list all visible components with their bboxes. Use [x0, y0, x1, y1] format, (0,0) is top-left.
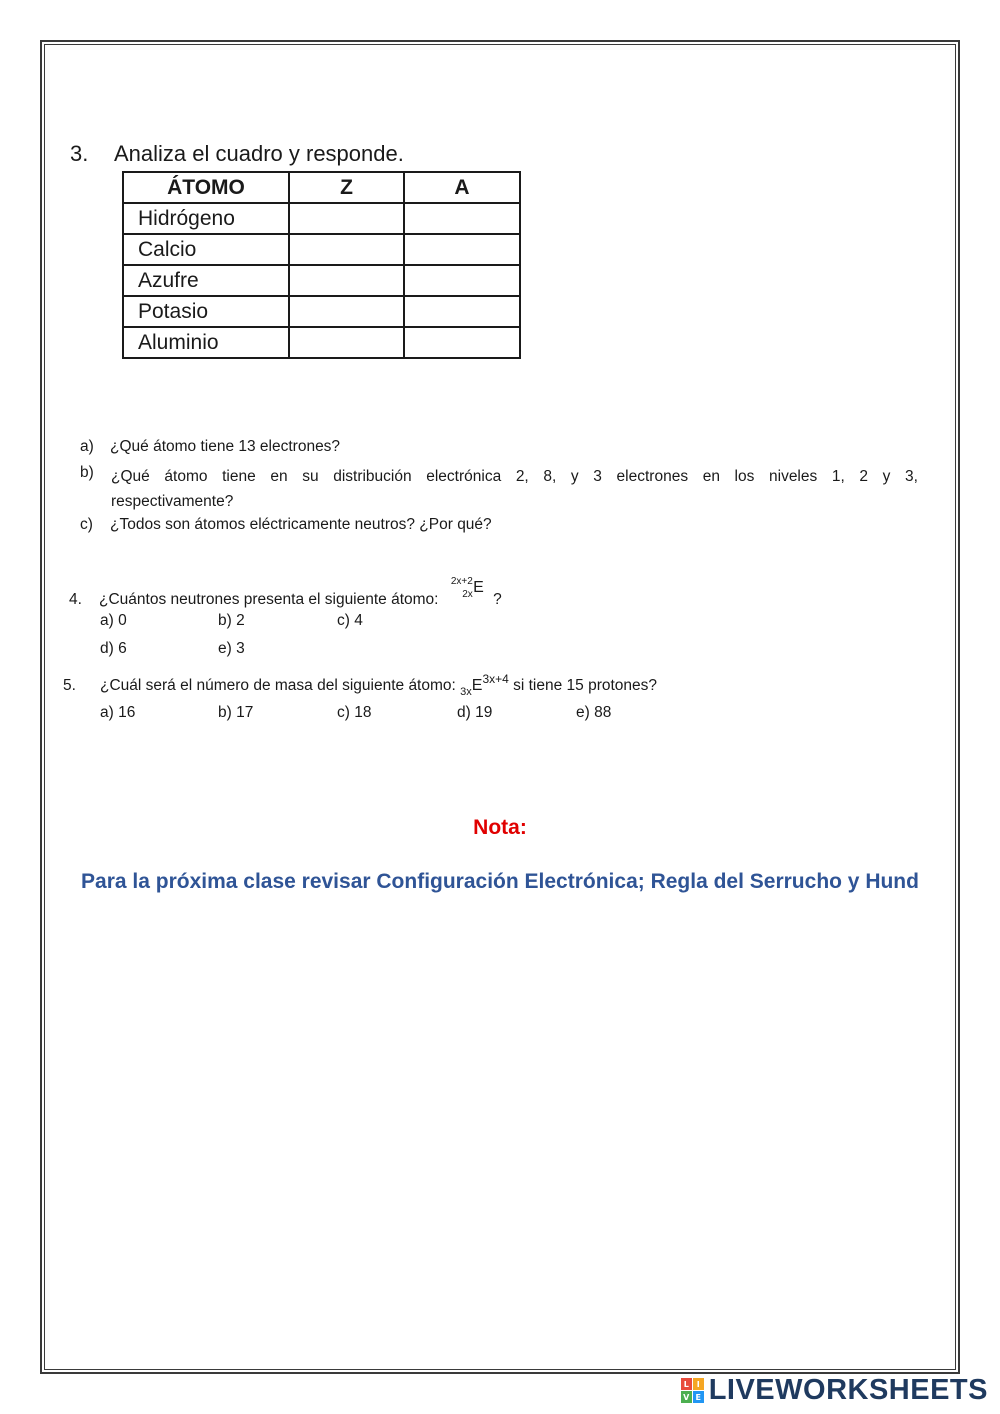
- option-4b[interactable]: b) 2: [218, 612, 245, 629]
- logo-letter-l: L: [683, 1380, 689, 1390]
- subquestion-label: c): [80, 516, 93, 533]
- table-row: [123, 296, 520, 327]
- subquestion-b: [80, 464, 918, 514]
- subquestion-label: a): [80, 438, 94, 455]
- note-text: Para la próxima clase revisar Configuración Electrónica; Regla del Serrucho y Hund: [81, 870, 919, 893]
- table-header-row: [123, 172, 520, 203]
- question-3-number: 3.: [70, 141, 89, 166]
- table-row: [123, 265, 520, 296]
- table-row: [123, 327, 520, 358]
- z-answer-cell[interactable]: [289, 234, 404, 265]
- header-z: Z: [289, 172, 404, 203]
- option-4d[interactable]: d) 6: [100, 640, 127, 657]
- option-5d[interactable]: d) 19: [457, 704, 493, 721]
- atomic-number: 3x: [460, 686, 472, 698]
- atom-name: Potasio: [123, 296, 289, 327]
- question-4-end: ?: [493, 591, 502, 608]
- option-5c[interactable]: c) 18: [337, 704, 372, 721]
- atom-name: Aluminio: [123, 327, 289, 358]
- logo-letter-i: I: [696, 1380, 700, 1390]
- z-answer-cell[interactable]: [289, 265, 404, 296]
- a-answer-cell[interactable]: [404, 296, 520, 327]
- atom-name: Hidrógeno: [123, 203, 289, 234]
- liveworksheets-logo: [681, 1374, 988, 1407]
- subquestion-text-continued: respectivamente?: [111, 493, 234, 510]
- isotope-notation: [460, 672, 513, 698]
- subquestion-text: ¿Qué átomo tiene 13 electrones?: [110, 438, 341, 455]
- a-answer-cell[interactable]: [404, 234, 520, 265]
- element-symbol: E: [473, 579, 484, 596]
- mass-number: 2x+2: [450, 576, 473, 587]
- table-row: [123, 203, 520, 234]
- mass-number: 3x+4: [482, 672, 509, 686]
- question-4-text: ¿Cuántos neutrones presenta el siguiente átomo:: [99, 591, 439, 608]
- subquestion-a: [80, 438, 340, 456]
- atomic-number: 2x: [462, 589, 473, 600]
- header-a: A: [404, 172, 520, 203]
- subquestion-label: b): [80, 464, 94, 481]
- subquestion-text: ¿Todos son átomos eléctricamente neutros? ¿Por qué?: [110, 516, 492, 533]
- subquestion-text: ¿Qué átomo tiene en su distribución electrónica 2, 8, y 3 electrones en los niveles 1, 2 y 3,: [111, 468, 918, 485]
- question-5-number: 5.: [63, 677, 76, 694]
- z-answer-cell[interactable]: [289, 327, 404, 358]
- header-atomo: ÁTOMO: [123, 172, 289, 203]
- note-label: Nota:: [473, 816, 527, 839]
- question-3-text: Analiza el cuadro y responde.: [114, 141, 404, 166]
- option-5b[interactable]: b) 17: [218, 704, 254, 721]
- z-answer-cell[interactable]: [289, 296, 404, 327]
- option-5a[interactable]: a) 16: [100, 704, 136, 721]
- question-4-number: 4.: [69, 591, 82, 608]
- a-answer-cell[interactable]: [404, 265, 520, 296]
- question-5: [63, 672, 657, 698]
- option-4e[interactable]: e) 3: [218, 640, 245, 657]
- question-3-title: [70, 141, 404, 167]
- liveworksheets-logo-icon: [681, 1378, 705, 1404]
- a-answer-cell[interactable]: [404, 203, 520, 234]
- table-row: [123, 234, 520, 265]
- question-5-end: si tiene 15 protones?: [513, 677, 658, 694]
- logo-letter-v: V: [682, 1393, 690, 1403]
- isotope-notation: [443, 576, 489, 608]
- question-5-text: ¿Cuál será el número de masa del siguiente átomo:: [100, 677, 456, 694]
- atoms-table: [122, 171, 521, 359]
- brand-name: LIVEWORKSHEETS: [708, 1374, 988, 1406]
- z-answer-cell[interactable]: [289, 203, 404, 234]
- option-4c[interactable]: c) 4: [337, 612, 363, 629]
- atom-name: Calcio: [123, 234, 289, 265]
- logo-letter-e: E: [695, 1393, 702, 1403]
- subquestion-c: [80, 516, 492, 534]
- atom-name: Azufre: [123, 265, 289, 296]
- option-4a[interactable]: a) 0: [100, 612, 127, 629]
- option-5e[interactable]: e) 88: [576, 704, 612, 721]
- question-4: [69, 576, 502, 609]
- element-symbol: E: [471, 677, 483, 694]
- a-answer-cell[interactable]: [404, 327, 520, 358]
